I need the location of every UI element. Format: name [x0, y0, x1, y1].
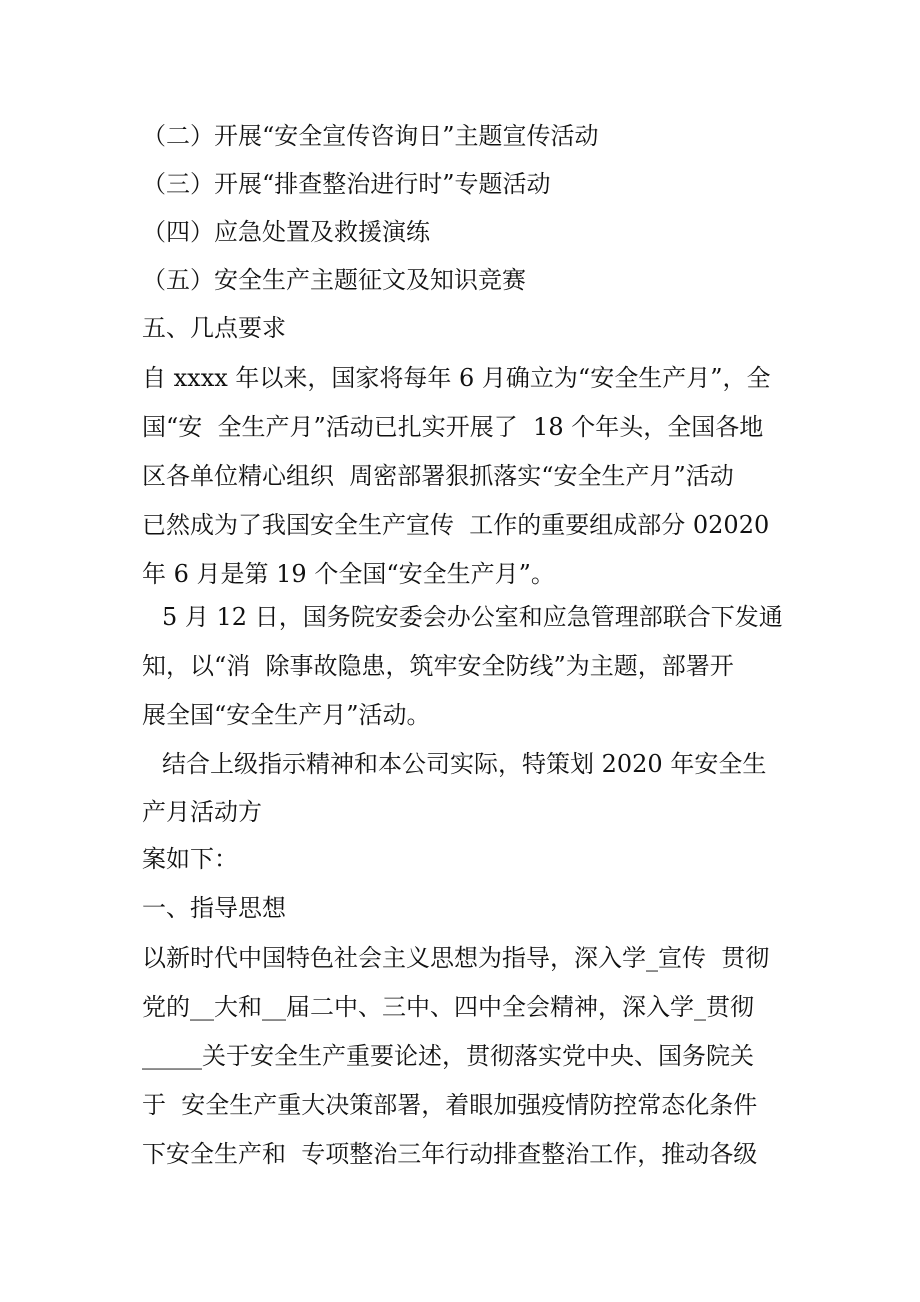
section-heading-requirements: 五、几点要求 [142, 314, 286, 342]
paragraph-line: 展全国“安全生产月”活动。 [142, 701, 431, 729]
section-item-3: （三）开展“排查整治进行时”专题活动 [142, 170, 551, 198]
section-item-5: （五）安全生产主题征文及知识竞赛 [142, 266, 526, 294]
paragraph-line: 案如下： [142, 845, 238, 873]
paragraph-line: 结合上级指示精神和本公司实际，特策划 2020 年安全生 [162, 750, 767, 778]
paragraph-line: 知，以“消 除事故隐患，筑牢安全防线”为主题，部署开 [142, 652, 734, 680]
section-heading-guiding-thought: 一、指导思想 [142, 894, 286, 922]
paragraph-line: 于 安全生产重大决策部署，着眼加强疫情防控常态化条件 [142, 1091, 758, 1119]
paragraph-line: 国“安 全生产月”活动已扎实开展了 18 个年头，全国各地 [142, 413, 764, 441]
paragraph-line: 以新时代中国特色社会主义思想为指导，深入学_宣传 贯彻 [142, 944, 770, 972]
paragraph-line: 区各单位精心组织 周密部署狠抓落实“安全生产月”活动 [142, 462, 734, 490]
section-item-4: （四）应急处置及救援演练 [142, 218, 430, 246]
section-item-2: （二）开展“安全宣传咨询日”主题宣传活动 [142, 122, 599, 150]
paragraph-line: 年 6 月是第 19 个全国“安全生产月”。 [142, 560, 555, 588]
paragraph-line: 下安全生产和 专项整治三年行动排查整治工作，推动各级 [142, 1140, 758, 1168]
paragraph-line: 产月活动方 [142, 798, 262, 826]
paragraph-line: _____关于安全生产重要论述，贯彻落实党中央、国务院关 [142, 1042, 754, 1070]
paragraph-line: 自 xxxx 年以来，国家将每年 6 月确立为“安全生产月”，全 [142, 364, 771, 392]
paragraph-line: 党的__大和__届二中、三中、四中全会精神，深入学_贯彻 [142, 993, 754, 1021]
paragraph-line: 5 月 12 日，国务院安委会办公室和应急管理部联合下发通 [162, 603, 783, 631]
paragraph-line: 已然成为了我国安全生产宣传 工作的重要组成部分 02020 [142, 511, 770, 539]
